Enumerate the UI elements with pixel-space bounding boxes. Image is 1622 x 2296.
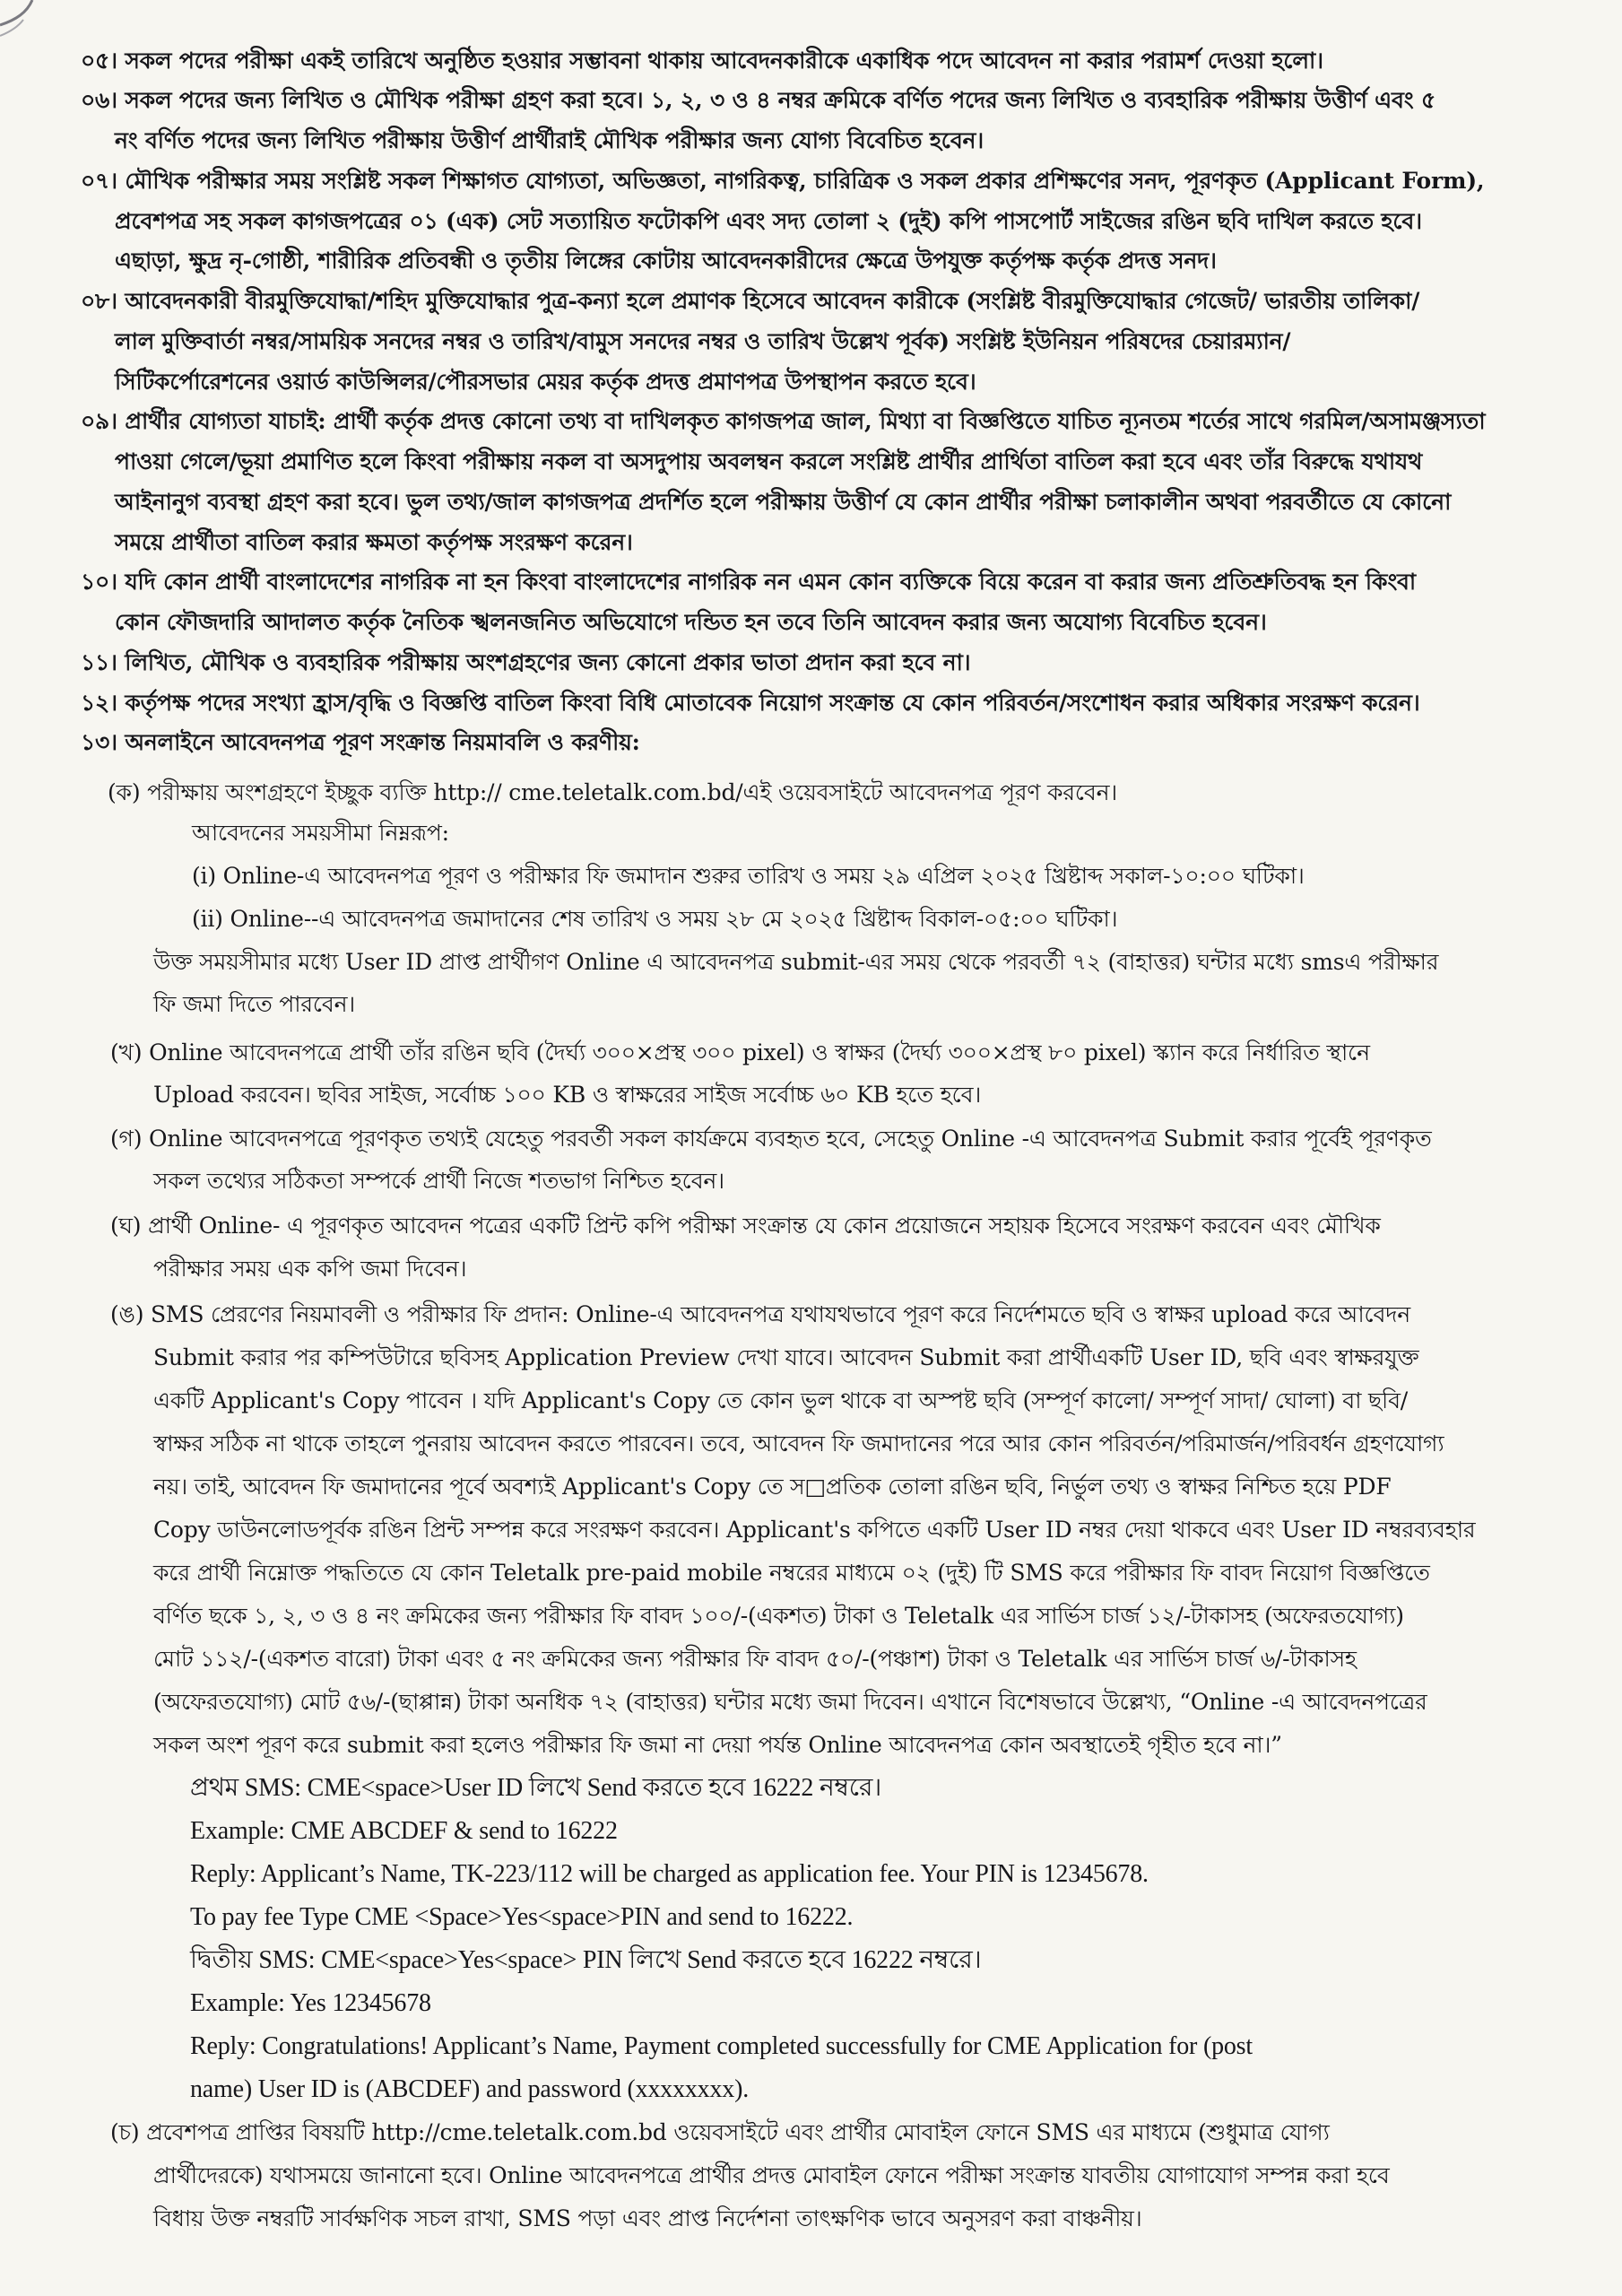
clause-13-uma-cont-10: সকল অংশ পূরণ করে submit করা হলেও পরীক্ষার ফি জমা না দেয়া পর্যন্ত Online আবেদনপত্র কোন অবস্থাতেই গৃহীত হবে না।” [153, 1732, 1282, 1758]
clause-13-uma-cont-5: Copy ডাউনলোডপূর্বক রঙিন প্রিন্ট সম্পন্ন করে সংরক্ষণ করবেন। Applicant's কপিতে একটি User ID নম্বর দেয়া থাকবে এবং User ID নম্বরব্যবহার [153, 1517, 1476, 1543]
clause-05: ০৫। সকল পদের পরীক্ষা একই তারিখে অনুষ্ঠিত হওয়ার সম্ভাবনা থাকায় আবেদনকারীকে একাধিক পদে আবেদন না করার পরামর্শ দেওয়া হলো। [81, 48, 1323, 74]
clause-13-ka-note: উক্ত সময়সীমার মধ্যে User ID প্রাপ্ত প্রার্থীগণ Online এ আবেদনপত্র submit-এর সময় থেকে পরবর্তী ৭২ (বাহাত্তর) ঘন্টার মধ্যে smsএ পরীক্ষার [153, 949, 1439, 975]
clause-13-uma-cont-2: একটি Applicant's Copy পাবেন । যদি Applicant's Copy তে কোন ভুল থাকে বা অস্পষ্ট ছবি (সম্পূর্ণ কালো/ সম্পূর্ণ সাদা/ ঘোলা) বা ছবি/ [153, 1387, 1409, 1413]
sms-second: দ্বিতীয় SMS: CME<space>Yes<space> PIN লিখে Send করতে হবে 16222 নম্বরে। [190, 1946, 982, 1974]
clause-13-ka-note-cont: ফি জমা দিতে পারবেন। [153, 991, 356, 1017]
clause-13-uma-cont-6: করে প্রার্থী নিম্নোক্ত পদ্ধতিতে যে কোন Teletalk pre-paid mobile নম্বরের মাধ্যমে ০২ (দুই) টি SMS করে পরীক্ষার ফি বাবদ নিয়োগ বিজ্ঞপ্তিতে [153, 1560, 1430, 1586]
sms-first-example: Example: CME ABCDEF & send to 16222 [190, 1817, 618, 1845]
clause-10-cont: কোন ফৌজদারি আদালত কর্তৃক নৈতিক স্খলনজনিত অভিযোগে দন্ডিত হন তবে তিনি আবেদন করার জন্য অযোগ্য বিবেচিত হবেন। [115, 609, 1267, 635]
clause-09-cont-3: সময়ে প্রার্থীতা বাতিল করার ক্ষমতা কর্তৃপক্ষ সংরক্ষণ করেন। [115, 529, 633, 555]
clause-09-cont-2: আইনানুগ ব্যবস্থা গ্রহণ করা হবে। ভুল তথ্য/জাল কাগজপত্র প্রদর্শিত হলে পরীক্ষায় উত্তীর্ণ যে কোন প্রার্থীর পরীক্ষা চলাকালীন অথবা পরবর্তীতে যে কোনো [115, 489, 1452, 515]
clause-13-uma-cont-4: নয়। তাই, আবেদন ফি জমাদানের পূর্বে অবশ্যই Applicant's Copy তে স□প্রতিক তোলা রঙিন ছবি, নির্ভুল তথ্য ও স্বাক্ষর নিশ্চিত হয়ে PDF [153, 1474, 1392, 1500]
sms-second-example: Example: Yes 12345678 [190, 1989, 431, 2017]
clause-13-gha-cont: পরীক্ষার সময় এক কপি জমা দিবেন। [153, 1256, 467, 1282]
clause-13-ga-cont: সকল তথ্যের সঠিকতা সম্পর্কে প্রার্থী নিজে শতভাগ নিশ্চিত হবেন। [153, 1168, 724, 1194]
clause-06-cont: নং বর্ণিত পদের জন্য লিখিত পরীক্ষায় উত্তীর্ণ প্রার্থীরাই মৌখিক পরীক্ষার জন্য যোগ্য বিবেচিত হবেন। [115, 127, 984, 153]
clause-10: ১০। যদি কোন প্রার্থী বাংলাদেশের নাগরিক না হন কিংবা বাংলাদেশের নাগরিক নন এমন কোন ব্যক্তিকে বিয়ে করেন বা করার জন্য প্রতিশ্রুতিবদ্ধ হন কিংবা [81, 569, 1416, 595]
clause-09: ০৯। প্রার্থীর যোগ্যতা যাচাই: প্রার্থী কর্তৃক প্রদত্ত কোনো তথ্য বা দাখিলকৃত কাগজপত্র জাল, মিথ্যা বা বিজ্ঞপ্তিতে যাচিত ন্যূনতম শর্তের সাথে গরমিল/অসামঞ্জস্যতা [81, 408, 1486, 434]
clause-06: ০৬। সকল পদের জন্য লিখিত ও মৌখিক পরীক্ষা গ্রহণ করা হবে। ১, ২, ৩ ও ৪ নম্বর ক্রমিকে বর্ণিত পদের জন্য লিখিত ও ব্যবহারিক পরীক্ষায় উত্তীর্ণ এবং ৫ [81, 87, 1436, 113]
clause-13-kha: (খ) Online আবেদনপত্রে প্রার্থী তাঁর রঙিন ছবি (দৈর্ঘ্য ৩০০×প্রস্থ ৩০০ pixel) ও স্বাক্ষর (দৈর্ঘ্য ৩০০×প্রস্থ ৮০ pixel) স্ক্যান করে নির্ধারিত স্থানে [110, 1039, 1370, 1065]
clause-13-uma-cont-7: বর্ণিত ছকে ১, ২, ৩ ও ৪ নং ক্রমিকের জন্য পরীক্ষার ফি বাবদ ১০০/-(একশত) টাকা ও Teletalk এর সার্ভিস চার্জ ১২/-টাকাসহ (অফেরতযোগ্য) [153, 1603, 1404, 1629]
clause-11: ১১। লিখিত, মৌখিক ও ব্যবহারিক পরীক্ষায় অংশগ্রহণের জন্য কোনো প্রকার ভাতা প্রদান করা হবে না। [81, 649, 971, 675]
clause-13-uma-cont-9: (অফেরতযোগ্য) মোট ৫৬/-(ছাপ্পান্ন) টাকা অনধিক ৭২ (বাহাত্তর) ঘন্টার মধ্যে জমা দিবেন। এখানে বিশেষভাবে উল্লেখ্য, “Online -এ আবেদনপত্রের [153, 1689, 1427, 1715]
clause-13-kha-cont: Upload করবেন। ছবির সাইজ, সর্বোচ্চ ১০০ KB ও স্বাক্ষরের সাইজ সর্বোচ্চ ৬০ KB হতে হবে। [153, 1082, 982, 1108]
clause-08: ০৮। আবেদনকারী বীরমুক্তিযোদ্ধা/শহিদ মুক্তিযোদ্ধার পুত্র-কন্যা হলে প্রমাণক হিসেবে আবেদন কারীকে (সংশ্লিষ্ট বীরমুক্তিযোদ্ধার গেজেট/ ভারতীয় তালিকা/ [81, 288, 1420, 314]
clause-08-cont-1: লাল মুক্তিবার্তা নম্বর/সাময়িক সনদের নম্বর ও তারিখ/বামুস সনদের নম্বর ও তারিখ উল্লেখ পূর্বক) সংশ্লিষ্ট ইউনিয়ন পরিষদের চেয়ারম্যান/ [115, 328, 1291, 354]
sms-first: প্রথম SMS: CME<space>User ID লিখে Send করতে হবে 16222 নম্বরে। [190, 1774, 882, 1802]
sms-first-reply: Reply: Applicant’s Name, TK-223/112 will be charged as application fee. Your PIN is 12345678. [190, 1860, 1149, 1888]
clause-13-cha-cont-1: প্রার্থীদেরকে) যথাসময়ে জানানো হবে। Online আবেদনপত্রে প্রার্থীর প্রদত্ত মোবাইল ফোনে পরীক্ষা সংক্রান্ত যাবতীয় যোগাযোগ সম্পন্ন করা হবে [153, 2162, 1390, 2188]
clause-13-gha: (ঘ) প্রার্থী Online- এ পূরণকৃত আবেদন পত্রের একটি প্রিন্ট কপি পরীক্ষা সংক্রান্ত যে কোন প্রয়োজনে সহায়ক হিসেবে সংরক্ষণ করবেন এবং মৌখিক [110, 1213, 1381, 1239]
clause-12: ১২। কর্তৃপক্ষ পদের সংখ্যা হ্রাস/বৃদ্ধি ও বিজ্ঞপ্তি বাতিল কিংবা বিধি মোতাবেক নিয়োগ সংক্রান্ত যে কোন পরিবর্তন/সংশোধন করার অধিকার সংরক্ষণ করেন। [81, 690, 1420, 716]
clause-13-cha: (চ) প্রবেশপত্র প্রাপ্তির বিষয়টি http://cme.teletalk.com.bd ওয়েবসাইটে এবং প্রার্থীর মোবাইল ফোনে SMS এর মাধ্যমে (শুধুমাত্র যোগ্য [110, 2119, 1330, 2145]
clause-07-cont-1: প্রবেশপত্র সহ সকল কাগজপত্রের ০১ (এক) সেট সত্যায়িত ফটোকপি এবং সদ্য তোলা ২ (দুই) কপি পাসপোর্ট সাইজের রঙিন ছবি দাখিল করতে হবে। [115, 208, 1422, 234]
sms-first-reply-cont: To pay fee Type CME <Space>Yes<space>PIN and send to 16222. [190, 1903, 854, 1931]
deadline-heading: আবেদনের সময়সীমা নিম্নরূপ: [192, 820, 449, 846]
clause-13-uma-cont-8: মোট ১১২/-(একশত বারো) টাকা এবং ৫ নং ক্রমিকের জন্য পরীক্ষার ফি বাবদ ৫০/-(পঞ্চাশ) টাকা ও Teletalk এর সার্ভিস চার্জ ৬/-টাকাসহ [153, 1646, 1357, 1672]
clause-13-uma-cont-3: স্বাক্ষর সঠিক না থাকে তাহলে পুনরায় আবেদন করতে পারবেন। তবে, আবেদন ফি জমাদানের পরে আর কোন পরিবর্তন/পরিমার্জন/পরিবর্ধন গ্রহণযোগ্য [153, 1431, 1444, 1457]
clause-13-uma: (ঙ) SMS প্রেরণের নিয়মাবলী ও পরীক্ষার ফি প্রদান: Online-এ আবেদনপত্র যথাযথভাবে পূরণ করে নির্দেশমতে ছবি ও স্বাক্ষর upload করে আবেদন [110, 1301, 1410, 1327]
clause-13-ga: (গ) Online আবেদনপত্রে পূরণকৃত তথ্যই যেহেতু পরবর্তী সকল কার্যক্রমে ব্যবহৃত হবে, সেহেতু Online -এ আবেদনপত্র Submit করার পূর্বেই পূরণকৃত [110, 1126, 1432, 1152]
clause-09-cont-1: পাওয়া গেলে/ভূয়া প্রমাণিত হলে কিংবা পরীক্ষায় নকল বা অসদুপায় অবলম্বন করলে সংশ্লিষ্ট প্রার্থীর প্রার্থিতা বাতিল করা হবে এবং তাঁর বিরুদ্ধে যথাযথ [115, 448, 1423, 474]
sms-second-reply: Reply: Congratulations! Applicant’s Name, Payment completed successfully for CME Application for (post [190, 2032, 1253, 2060]
clause-07: ০৭। মৌখিক পরীক্ষার সময় সংশ্লিষ্ট সকল শিক্ষাগত যোগ্যতা, অভিজ্ঞতা, নাগরিকত্ব, চারিত্রিক ও সকল প্রকার প্রশিক্ষণের সনদ, পূরণকৃত (Applicant Form), [81, 168, 1485, 194]
clause-13-ka: (ক) পরীক্ষায় অংশগ্রহণে ইচ্ছুক ব্যক্তি http:// cme.teletalk.com.bd/এই ওয়েবসাইটে আবেদনপত্র পূরণ করবেন। [108, 779, 1118, 805]
clause-13-uma-cont-1: Submit করার পর কম্পিউটারে ছবিসহ Application Preview দেখা যাবে। আবেদন Submit করা প্রার্থীএকটি User ID, ছবি এবং স্বাক্ষরযুক্ত [153, 1344, 1419, 1370]
clause-07-cont-2: এছাড়া, ক্ষুদ্র নৃ-গোষ্ঠী, শারীরিক প্রতিবন্ধী ও তৃতীয় লিঙ্গের কোটায় আবেদনকারীদের ক্ষেত্রে উপযুক্ত কর্তৃপক্ষ কর্তৃক প্রদত্ত সনদ। [115, 248, 1217, 274]
clause-13-heading: ১৩। অনলাইনে আবেদনপত্র পূরণ সংক্রান্ত নিয়মাবলি ও করণীয়: [81, 729, 640, 755]
clause-08-cont-2: সিটিকর্পোরেশনের ওয়ার্ড কাউন্সিলর/পৌরসভার মেয়র কর্তৃক প্রদত্ত প্রমাণপত্র উপস্থাপন করতে হবে। [115, 369, 976, 395]
clause-13-cha-cont-2: বিধায় উক্ত নম্বরটি সার্বক্ষণিক সচল রাখা, SMS পড়া এবং প্রাপ্ত নির্দেশনা তাৎক্ষণিক ভাবে অনুসরণ করা বাঞ্চনীয়। [153, 2205, 1142, 2231]
sms-second-reply-cont: name) User ID is (ABCDEF) and password (xxxxxxxx). [190, 2075, 750, 2103]
deadline-end: (ii) Online--এ আবেদনপত্র জমাদানের শেষ তারিখ ও সময় ২৮ মে ২০২৫ খ্রিষ্টাব্দ বিকাল-০৫:০০ ঘটিকা। [192, 906, 1118, 932]
deadline-start: (i) Online-এ আবেদনপত্র পূরণ ও পরীক্ষার ফি জমাদান শুরুর তারিখ ও সময় ২৯ এপ্রিল ২০২৫ খ্রিষ্টাব্দ সকাল-১০:০০ ঘটিকা। [192, 863, 1305, 889]
